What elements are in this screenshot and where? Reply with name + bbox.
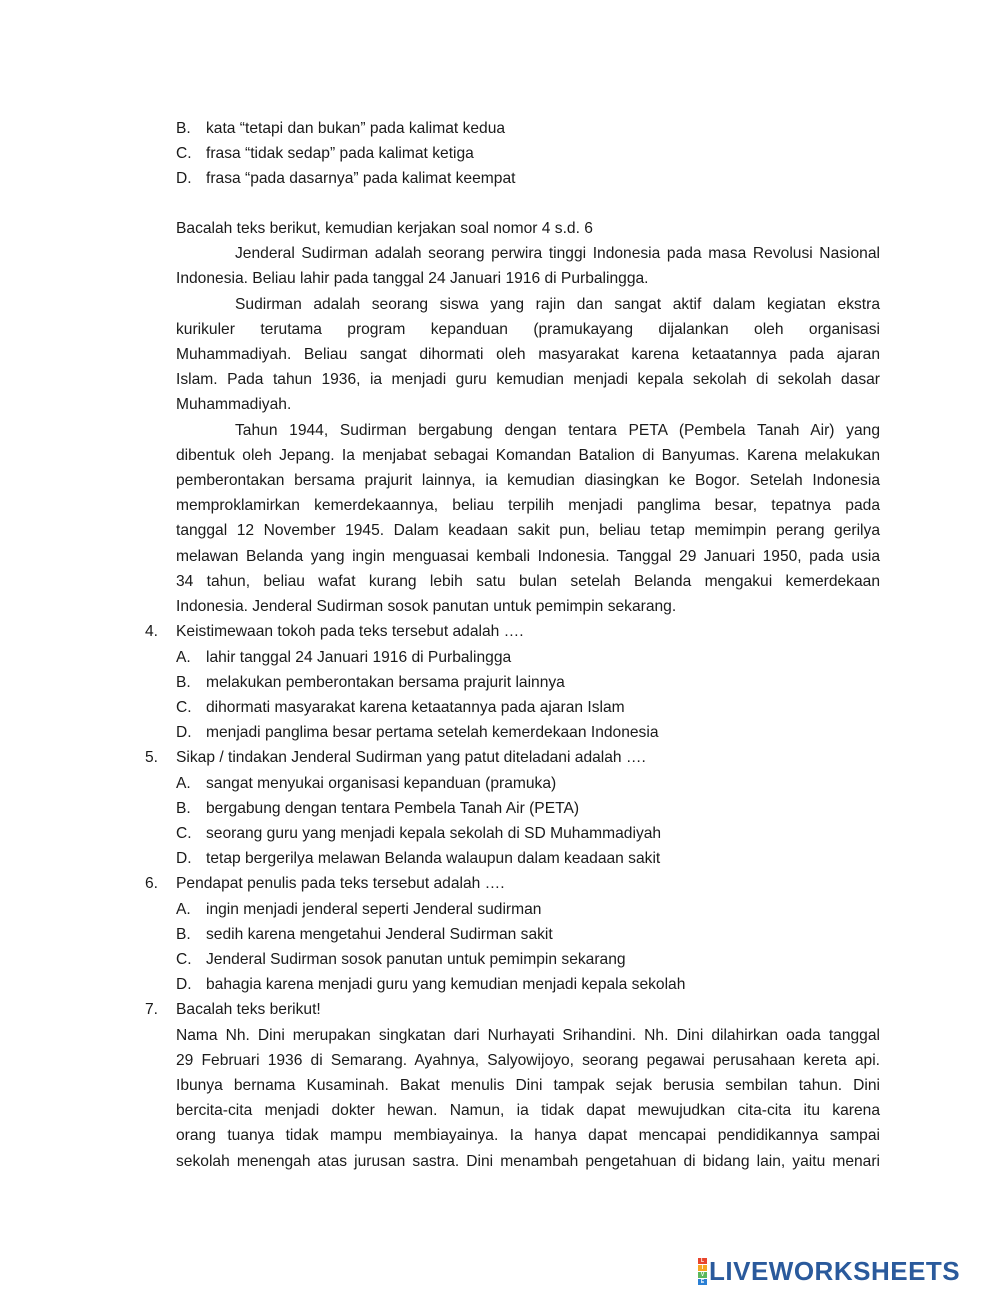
question-number: 6. [145, 875, 159, 892]
option-text: seorang guru yang menjadi kepala sekolah di SD Muhammadiyah [206, 825, 662, 842]
logo-blocks-icon [698, 1258, 707, 1285]
option-text: dihormati masyarakat karena ketaatannya pada ajaran Islam [206, 699, 625, 716]
passage-line: sekolah menengah atas jurusan sastra. Dini menambah pengetahuan di bidang lain, yaitu menari [176, 1153, 880, 1170]
question-text: Sikap / tindakan Jenderal Sudirman yang patut diteladani adalah …. [176, 749, 646, 766]
passage-line: bercita-cita menjadi dokter hewan. Namun, ia tidak dapat mewujudkan cita-cita itu karena [176, 1102, 880, 1119]
passage-line: Jenderal Sudirman adalah seorang perwira tinggi Indonesia pada masa Revolusi Nasional [235, 245, 880, 262]
option-label: B. [176, 926, 191, 943]
option-label: C. [176, 145, 192, 162]
option-label: C. [176, 825, 192, 842]
option-label: D. [176, 850, 192, 867]
option-label: C. [176, 951, 192, 968]
instruction: Bacalah teks berikut, kemudian kerjakan soal nomor 4 s.d. 6 [176, 220, 593, 237]
passage-line: dibentuk oleh Jepang. Ia menjabat sebagai Komandan Batalion di Banyumas. Karena melakukan [176, 447, 880, 464]
passage-line: Muhammadiyah. [176, 396, 292, 413]
question-text: Pendapat penulis pada teks tersebut adalah …. [176, 875, 505, 892]
option-text: lahir tanggal 24 Januari 1916 di Purbalingga [206, 649, 512, 666]
passage-line: memproklamirkan kemerdekaannya, beliau terpilih menjadi panglima besar, tepatnya pada [176, 497, 880, 514]
passage-line: Tahun 1944, Sudirman bergabung dengan tentara PETA (Pembela Tanah Air) yang [235, 422, 880, 439]
passage-line: pemberontakan bersama prajurit lainnya, ia kemudian diasingkan ke Bogor. Setelah Indonesia [176, 472, 880, 489]
passage-line: Indonesia. Jenderal Sudirman sosok panutan untuk pemimpin sekarang. [176, 598, 677, 615]
option-text: sedih karena mengetahui Jenderal Sudirman sakit [206, 926, 553, 943]
option-label: B. [176, 674, 191, 691]
option-text: frasa “tidak sedap” pada kalimat ketiga [206, 145, 474, 162]
option-text: bergabung dengan tentara Pembela Tanah Air (PETA) [206, 800, 580, 817]
option-label: A. [176, 649, 191, 666]
liveworksheets-logo [698, 1256, 960, 1286]
question-text: Keistimewaan tokoh pada teks tersebut adalah …. [176, 623, 524, 640]
logo-block: V [698, 1272, 707, 1278]
option-label: A. [176, 775, 191, 792]
option-text: tetap bergerilya melawan Belanda walaupun dalam keadaan sakit [206, 850, 661, 867]
option-text: melakukan pemberontakan bersama prajurit lainnya [206, 674, 565, 691]
option-text: Jenderal Sudirman sosok panutan untuk pemimpin sekarang [206, 951, 626, 968]
passage-line: 34 tahun, beliau wafat kurang lebih satu bulan setelah Belanda mengakui kemerdekaan [176, 573, 880, 590]
option-label: B. [176, 120, 191, 137]
passage-line: Islam. Pada tahun 1936, ia menjadi guru kemudian menjadi kepala sekolah di sekolah dasar [176, 371, 880, 388]
option-label: D. [176, 724, 192, 741]
logo-block: L [698, 1258, 707, 1264]
question-number: 4. [145, 623, 159, 640]
passage-line: melawan Belanda yang ingin menguasai kembali Indonesia. Tanggal 29 Januari 1950, pada usia [176, 548, 880, 565]
logo-block: I [698, 1265, 707, 1271]
passage-line: 29 Februari 1936 di Semarang. Ayahnya, Salyowijoyo, seorang pegawai perusahaan kereta api. [176, 1052, 880, 1069]
option-text: sangat menyukai organisasi kepanduan (pramuka) [206, 775, 557, 792]
passage-line: Indonesia. Beliau lahir pada tanggal 24 Januari 1916 di Purbalingga. [176, 270, 649, 287]
question-number: 5. [145, 749, 159, 766]
passage-line: Muhammadiyah. Beliau sangat dihormati oleh masyarakat karena ketaatannya pada ajaran [176, 346, 880, 363]
question-text: Bacalah teks berikut! [176, 1001, 321, 1018]
option-text: bahagia karena menjadi guru yang kemudian menjadi kepala sekolah [206, 976, 686, 993]
logo-block: E [698, 1279, 707, 1285]
passage-line: orang tuanya tidak mampu membiayainya. Ia hanya dapat mencapai pendidikannya sampai [176, 1127, 880, 1144]
passage-line: Nama Nh. Dini merupakan singkatan dari Nurhayati Srihandini. Nh. Dini dilahirkan oada tanggal [176, 1027, 880, 1044]
option-label: B. [176, 800, 191, 817]
option-label: C. [176, 699, 192, 716]
option-label: D. [176, 976, 192, 993]
question-number: 7. [145, 1001, 159, 1018]
option-text: menjadi panglima besar pertama setelah kemerdekaan Indonesia [206, 724, 659, 741]
logo-text: LIVEWORKSHEETS [709, 1255, 961, 1286]
option-label: D. [176, 170, 192, 187]
passage-line: kurikuler terutama program kepanduan (pramukayang dijalankan oleh organisasi [176, 321, 880, 338]
option-label: A. [176, 901, 191, 918]
passage-line: tanggal 12 November 1945. Dalam keadaan sakit pun, beliau tetap memimpin perang gerilya [176, 522, 880, 539]
passage-line: Sudirman adalah seorang siswa yang rajin dan sangat aktif dalam kegiatan ekstra [235, 296, 880, 313]
option-text: ingin menjadi jenderal seperti Jenderal sudirman [206, 901, 542, 918]
passage-line: Ibunya bernama Kusaminah. Bakat menulis Dini tampak sejak berusia sembilan tahun. Dini [176, 1077, 880, 1094]
option-text: kata “tetapi dan bukan” pada kalimat kedua [206, 120, 506, 137]
option-text: frasa “pada dasarnya” pada kalimat keempat [206, 170, 516, 187]
